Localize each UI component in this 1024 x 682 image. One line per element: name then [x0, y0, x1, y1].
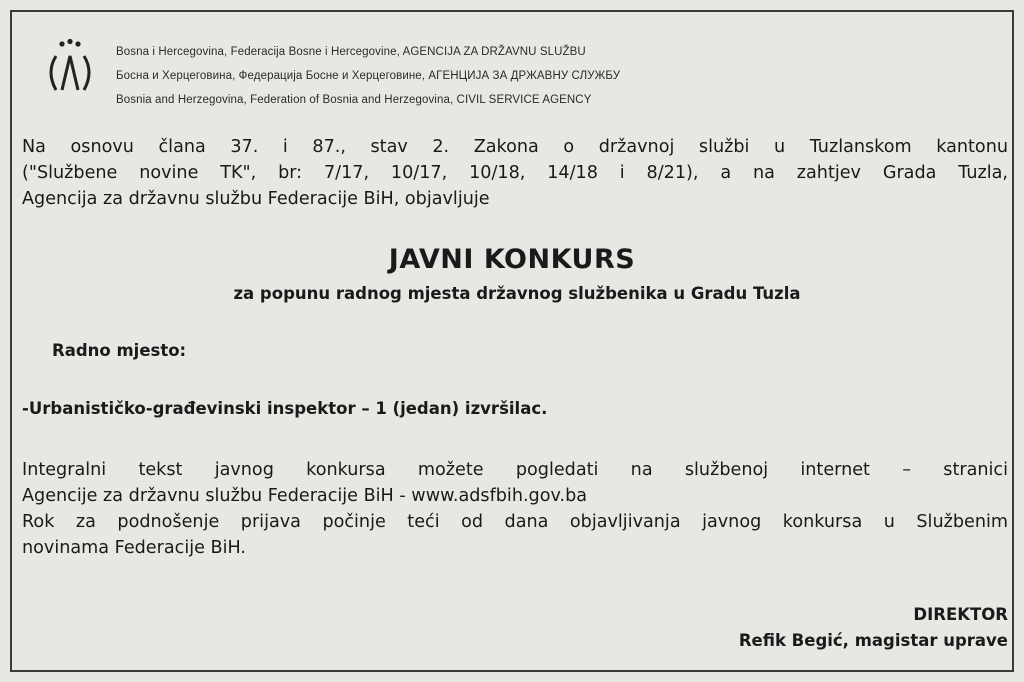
- intro-line-1: Na osnovu člana 37. i 87., stav 2. Zakona o državnoj službi u Tuzlanskom kantonu: [22, 137, 1008, 157]
- agency-logo-icon: [42, 38, 98, 104]
- body-line-4: novinama Federacije BiH.: [22, 538, 246, 558]
- body-line-3: Rok za podnošenje prijava počinje teći od dana objavljivanja javnog konkursa u Službenim: [22, 512, 1008, 532]
- signature-role: DIREKTOR: [913, 605, 1008, 624]
- body-line-2: Agencije za državnu službu Federacije BiH - www.adsfbih.gov.ba: [22, 486, 588, 506]
- position-heading: Radno mjesto:: [52, 341, 187, 360]
- agency-name-cyrillic: Босна и Херцеговина, Федерација Босне и Херцеговине, АГЕНЦИЈА ЗА ДРЖАВНУ СЛУЖБУ: [116, 70, 621, 82]
- agency-name-lines: [116, 40, 620, 112]
- position-item: -Urbanističko-građevinski inspektor – 1 (jedan) izvršilac.: [22, 399, 548, 418]
- intro-line-3: Agencija za državnu službu Federacije BiH, objavljuje: [22, 189, 490, 209]
- intro-line-2: ("Službene novine TK", br: 7/17, 10/17, 10/18, 14/18 i 8/21), a na zahtjev Grada Tuzla,: [22, 163, 1008, 183]
- agency-header: [36, 36, 776, 116]
- body-paragraph: [22, 457, 1008, 561]
- announcement-title: JAVNI KONKURS: [388, 244, 636, 275]
- signature-block: [739, 602, 1008, 654]
- announcement-subtitle: za popunu radnog mjesta državnog službenika u Gradu Tuzla: [233, 284, 801, 303]
- agency-name-latin: Bosna i Hercegovina, Federacija Bosne i Hercegovine, AGENCIJA ZA DRŽAVNU SLUŽBU: [116, 46, 586, 58]
- body-line-1: Integralni tekst javnog konkursa možete pogledati na službenoj internet – stranici: [22, 460, 1008, 480]
- agency-name-english: Bosnia and Herzegovina, Federation of Bosnia and Herzegovina, CIVIL SERVICE AGENCY: [116, 94, 592, 106]
- signature-name: Refik Begić, magistar uprave: [738, 631, 1008, 650]
- intro-paragraph: [22, 134, 1008, 212]
